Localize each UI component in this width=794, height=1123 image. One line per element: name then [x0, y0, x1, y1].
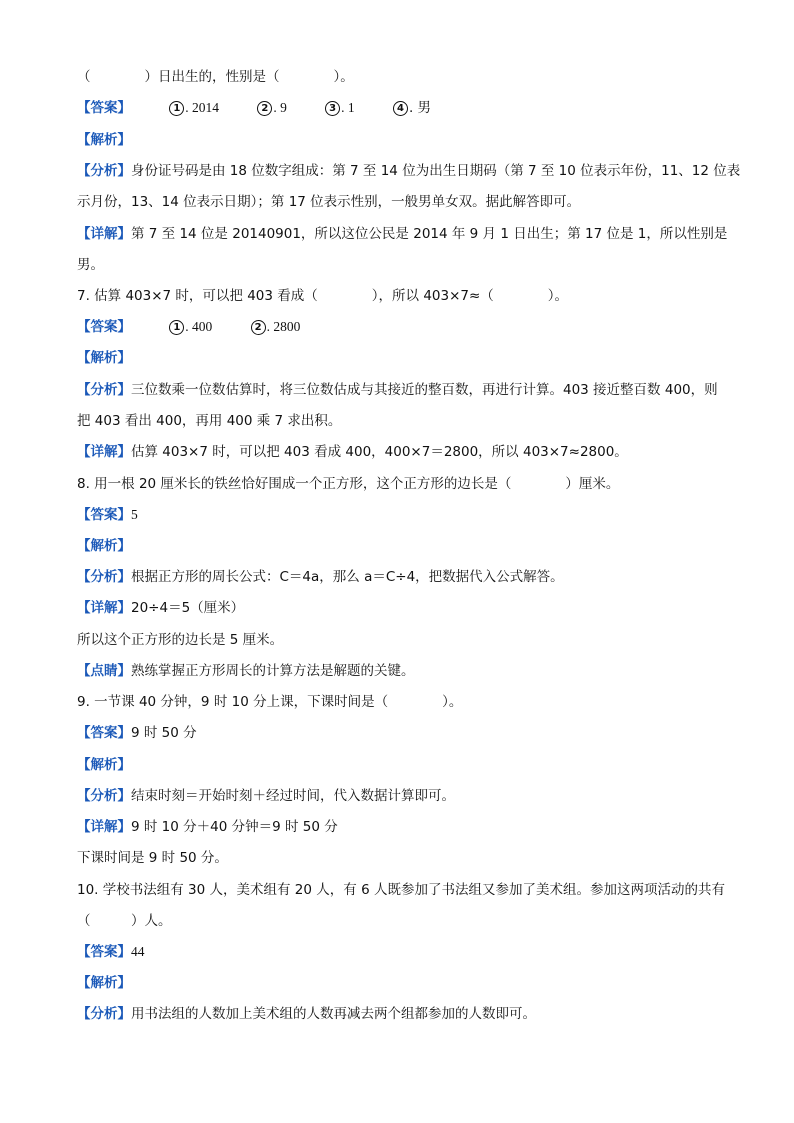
answer-item-4 — [393, 100, 431, 116]
question-text: （ ）日出生的，性别是（ ）。 — [77, 69, 354, 85]
answer-tag: 【答案】 — [77, 725, 131, 741]
xiangxi-text: 9 时 10 分＋40 分钟＝9 时 50 分 — [131, 819, 338, 835]
fenxi-tag: 【分析】 — [77, 1006, 131, 1022]
q8-xiangxi-2 — [77, 630, 283, 650]
xiangxi-text: 第 7 至 14 位是 20140901，所以这位公民是 2014 年 9 月 1 日出生；第 17 位是 1，所以性别是 — [131, 226, 728, 242]
circled-number: 1 — [169, 320, 184, 335]
q10-question-1 — [77, 880, 725, 900]
jiexi-tag: 【解析】 — [77, 975, 131, 991]
fenxi-text: 身份证号码是由 18 位数字组成：第 7 至 14 位为出生日期码（第 7 至 10 位表示年份，11、12 位表 — [131, 163, 741, 179]
circled-number: 2 — [251, 320, 266, 335]
q9-question — [77, 692, 462, 712]
q6-fenxi-2 — [77, 192, 580, 212]
jiexi-tag: 【解析】 — [77, 132, 131, 148]
answer-value: . 400 — [185, 319, 213, 334]
dianjing-text: 熟练掌握正方形周长的计算方法是解题的关键。 — [131, 663, 415, 679]
circled-number: 4 — [393, 101, 408, 116]
q6-jiexi — [77, 130, 131, 150]
jiexi-tag: 【解析】 — [77, 757, 131, 773]
fenxi-tag: 【分析】 — [77, 569, 131, 585]
q6-xiangxi-2 — [77, 255, 104, 275]
q7-question — [77, 286, 568, 306]
q7-xiangxi-1 — [77, 442, 628, 462]
q9-xiangxi-2 — [77, 848, 228, 868]
xiangxi-text: 估算 403×7 时，可以把 403 看成 400，400×7＝2800，所以 403×7≈2800。 — [131, 444, 628, 460]
circled-number: 3 — [325, 101, 340, 116]
q6-answer-line — [77, 98, 431, 118]
q10-question-2 — [77, 911, 172, 931]
xiangxi-text: 男。 — [77, 257, 104, 273]
xiangxi-tag: 【详解】 — [77, 444, 131, 460]
xiangxi-tag: 【详解】 — [77, 819, 131, 835]
q7-fenxi-2 — [77, 411, 341, 431]
q9-answer-line — [77, 723, 197, 743]
q9-xiangxi-1 — [77, 817, 338, 837]
xiangxi-text: 所以这个正方形的边长是 5 厘米。 — [77, 632, 284, 648]
q10-jiexi — [77, 973, 131, 993]
q7-jiexi — [77, 348, 131, 368]
circled-number: 2 — [257, 101, 272, 116]
q7-fenxi-1 — [77, 380, 718, 400]
fenxi-text: 把 403 看出 400，再用 400 乘 7 求出积。 — [77, 413, 342, 429]
q8-dianjing — [77, 661, 415, 681]
xiangxi-tag: 【详解】 — [77, 600, 131, 616]
q8-jiexi — [77, 536, 131, 556]
fenxi-tag: 【分析】 — [77, 163, 131, 179]
fenxi-text: 结束时刻＝开始时刻＋经过时间，代入数据计算即可。 — [131, 788, 455, 804]
fenxi-text: 三位数乘一位数估算时，将三位数估成与其接近的整百数，再进行计算。403 接近整百数 400，则 — [131, 382, 718, 398]
answer-tag: 【答案】 — [77, 507, 131, 523]
q6-question-tail — [77, 67, 354, 87]
q6-xiangxi-1 — [77, 224, 727, 244]
fenxi-tag: 【分析】 — [77, 382, 131, 398]
answer-tag: 【答案】 — [77, 944, 131, 960]
answer-value: 9 时 50 分 — [131, 725, 197, 741]
xiangxi-text: 20÷4＝5（厘米） — [131, 600, 245, 616]
fenxi-text: 根据正方形的周长公式：C＝4a，那么 a＝C÷4，把数据代入公式解答。 — [131, 569, 564, 585]
answer-tag: 【答案】 — [77, 319, 131, 335]
q9-fenxi-1 — [77, 786, 455, 806]
xiangxi-text: 下课时间是 9 时 50 分。 — [77, 850, 228, 866]
q10-answer-line — [77, 942, 145, 962]
answer-item-1 — [169, 319, 212, 335]
answer-value: 44 — [131, 944, 145, 959]
fenxi-tag: 【分析】 — [77, 788, 131, 804]
answer-value: . 2800 — [266, 319, 301, 334]
q8-xiangxi-1 — [77, 598, 244, 618]
answer-tag: 【答案】 — [77, 100, 131, 116]
question-text: 9. 一节课 40 分钟，9 时 10 分上课，下课时间是（ ）。 — [77, 694, 463, 710]
answer-item-3 — [325, 100, 355, 116]
q7-answer-line — [77, 317, 300, 337]
circled-number: 1 — [169, 101, 184, 116]
answer-item-2 — [251, 319, 301, 335]
q6-fenxi-1 — [77, 161, 740, 181]
fenxi-text: 用书法组的人数加上美术组的人数再减去两个组都参加的人数即可。 — [131, 1006, 536, 1022]
xiangxi-tag: 【详解】 — [77, 226, 131, 242]
answer-value: 5 — [131, 507, 138, 522]
q9-jiexi — [77, 755, 131, 775]
question-text: 8. 用一根 20 厘米长的铁丝恰好围成一个正方形，这个正方形的边长是（ ）厘米。 — [77, 476, 620, 492]
answer-value: . 男 — [408, 100, 432, 116]
question-text: （ ）人。 — [77, 913, 172, 929]
answer-value: . 9 — [273, 100, 287, 115]
q8-answer-line — [77, 505, 138, 525]
jiexi-tag: 【解析】 — [77, 538, 131, 554]
fenxi-text: 示月份，13、14 位表示日期）；第 17 位表示性别，一般男单女双。据此解答即可。 — [77, 194, 581, 210]
question-text: 7. 估算 403×7 时，可以把 403 看成（ ），所以 403×7≈（ ）。 — [77, 288, 569, 304]
q10-fenxi-1 — [77, 1004, 536, 1024]
answer-item-2 — [257, 100, 287, 116]
q8-question — [77, 474, 619, 494]
q8-fenxi-1 — [77, 567, 564, 587]
answer-value: . 2014 — [185, 100, 220, 115]
question-text: 10. 学校书法组有 30 人，美术组有 20 人，有 6 人既参加了书法组又参加了美术组。参加这两项活动的共有 — [77, 882, 725, 898]
answer-value: . 1 — [341, 100, 355, 115]
answer-item-1 — [169, 100, 219, 116]
jiexi-tag: 【解析】 — [77, 350, 131, 366]
dianjing-tag: 【点睛】 — [77, 663, 131, 679]
